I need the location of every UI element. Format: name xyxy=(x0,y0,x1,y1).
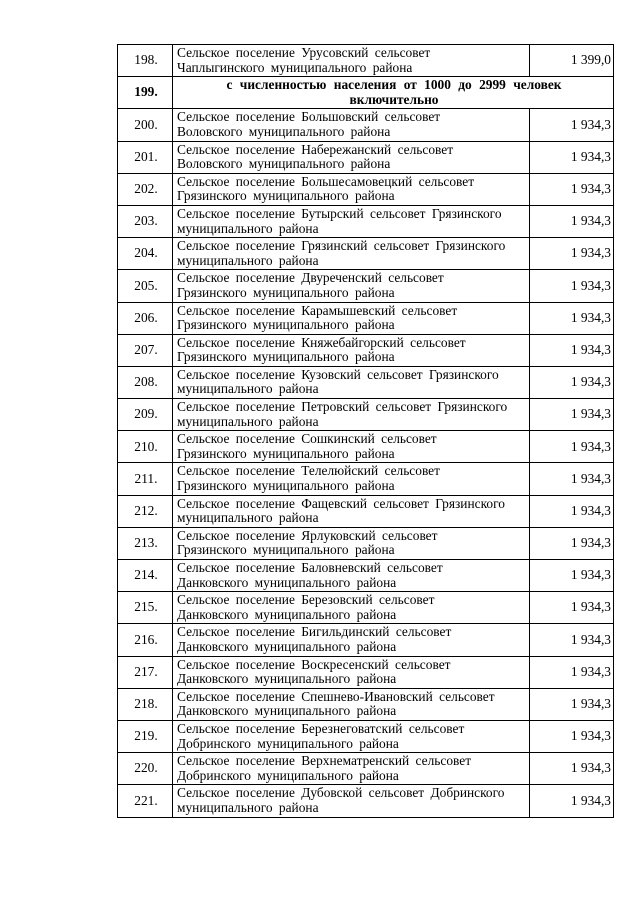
settlement-name xyxy=(173,720,530,752)
settlement-name-line-2: муниципального района xyxy=(177,510,319,526)
settlement-name-line-2: Воловского муниципального района xyxy=(177,123,391,139)
settlement-name-line-2: Грязинского муниципального района xyxy=(177,349,395,365)
settlement-name-line-1: Сельское поселение Березнеговатский сельсовет xyxy=(177,720,465,736)
settlement-name-line-2: муниципального района xyxy=(177,799,319,815)
row-value: 1 934,3 xyxy=(530,527,614,559)
settlement-name xyxy=(173,109,530,141)
table-row xyxy=(118,753,614,785)
table-row xyxy=(118,527,614,559)
settlement-name xyxy=(173,560,530,592)
settlement-name-line-1: Сельское поселение Спешнево-Ивановский сельсовет xyxy=(177,688,495,704)
row-value: 1 934,3 xyxy=(530,270,614,302)
settlement-name-line-2: Данковского муниципального района xyxy=(177,671,397,687)
settlement-name-line-1: Сельское поселение Телелюйский сельсовет xyxy=(177,463,440,479)
row-value: 1 399,0 xyxy=(530,45,614,77)
row-number: 213. xyxy=(118,527,173,559)
table-row xyxy=(118,205,614,237)
settlement-name-line-2: Грязинского муниципального района xyxy=(177,317,395,333)
row-value: 1 934,3 xyxy=(530,560,614,592)
table-row xyxy=(118,495,614,527)
row-number: 207. xyxy=(118,334,173,366)
table-row xyxy=(118,109,614,141)
row-value: 1 934,3 xyxy=(530,141,614,173)
row-number: 218. xyxy=(118,688,173,720)
settlement-name xyxy=(173,45,530,77)
settlement-name-line-1: Сельское поселение Набережанский сельсовет xyxy=(177,141,454,157)
settlement-name xyxy=(173,495,530,527)
settlement-name xyxy=(173,302,530,334)
row-value: 1 934,3 xyxy=(530,495,614,527)
settlement-name-line-2: Данковского муниципального района xyxy=(177,606,397,622)
row-number: 217. xyxy=(118,656,173,688)
row-number: 198. xyxy=(118,45,173,77)
settlement-name-line-1: Сельское поселение Воскресенский сельсовет xyxy=(177,656,451,672)
table-row xyxy=(118,720,614,752)
settlement-name-line-1: Сельское поселение Петровский сельсовет Грязинского xyxy=(177,399,508,415)
section-header-row xyxy=(118,77,614,109)
row-value: 1 934,3 xyxy=(530,302,614,334)
row-number: 215. xyxy=(118,592,173,624)
settlement-name xyxy=(173,334,530,366)
row-value: 1 934,3 xyxy=(530,205,614,237)
settlement-name-line-1: Сельское поселение Бигильдинский сельсовет xyxy=(177,624,452,640)
row-value: 1 934,3 xyxy=(530,656,614,688)
row-value: 1 934,3 xyxy=(530,334,614,366)
row-value: 1 934,3 xyxy=(530,720,614,752)
row-value: 1 934,3 xyxy=(530,399,614,431)
settlement-name-line-1: Сельское поселение Двуреченский сельсовет xyxy=(177,270,444,286)
row-number: 206. xyxy=(118,302,173,334)
settlement-name-line-2: Грязинского муниципального района xyxy=(177,284,395,300)
settlement-name-line-1: Сельское поселение Большесамовецкий сельсовет xyxy=(177,173,475,189)
settlement-name xyxy=(173,463,530,495)
settlement-name xyxy=(173,527,530,559)
row-value: 1 934,3 xyxy=(530,785,614,817)
settlement-name-line-1: Сельское поселение Бутырский сельсовет Грязинского xyxy=(177,205,502,221)
row-number: 219. xyxy=(118,720,173,752)
settlement-name xyxy=(173,656,530,688)
table-row xyxy=(118,399,614,431)
table-row xyxy=(118,45,614,77)
row-value: 1 934,3 xyxy=(530,366,614,398)
table-row xyxy=(118,624,614,656)
settlement-name-line-1: Сельское поселение Кузовский сельсовет Грязинского xyxy=(177,366,499,382)
row-number: 205. xyxy=(118,270,173,302)
settlement-name-line-2: Данковского муниципального района xyxy=(177,574,397,590)
row-number: 201. xyxy=(118,141,173,173)
row-number: 214. xyxy=(118,560,173,592)
section-title-line-1: с численностью населения от 1000 до 2999 человек xyxy=(226,77,562,93)
settlement-name-line-2: муниципального района xyxy=(177,220,319,236)
settlement-name-line-2: муниципального района xyxy=(177,381,319,397)
settlement-name-line-2: Добринского муниципального района xyxy=(177,767,399,783)
settlement-name-line-2: Добринского муниципального района xyxy=(177,735,399,751)
settlement-name-line-2: Воловского муниципального района xyxy=(177,156,391,172)
table-row xyxy=(118,141,614,173)
settlement-name xyxy=(173,366,530,398)
section-title-line-2: включительно xyxy=(349,91,439,107)
settlement-name xyxy=(173,270,530,302)
table-row xyxy=(118,238,614,270)
settlement-name xyxy=(173,753,530,785)
settlement-name-line-1: Сельское поселение Урусовский сельсовет xyxy=(177,45,431,60)
settlement-name xyxy=(173,399,530,431)
settlement-name-line-2: Грязинского муниципального района xyxy=(177,542,395,558)
row-value: 1 934,3 xyxy=(530,238,614,270)
table-row xyxy=(118,785,614,817)
row-number: 211. xyxy=(118,463,173,495)
settlement-name xyxy=(173,592,530,624)
settlement-name xyxy=(173,688,530,720)
row-value: 1 934,3 xyxy=(530,173,614,205)
table-row xyxy=(118,688,614,720)
row-value: 1 934,3 xyxy=(530,753,614,785)
row-number: 216. xyxy=(118,624,173,656)
settlement-name xyxy=(173,431,530,463)
table-row xyxy=(118,656,614,688)
section-title xyxy=(173,77,614,109)
settlement-name-line-2: Грязинского муниципального района xyxy=(177,188,395,204)
settlement-name-line-1: Сельское поселение Карамышевский сельсовет xyxy=(177,302,458,318)
table-row xyxy=(118,366,614,398)
table-row xyxy=(118,431,614,463)
settlement-name-line-1: Сельское поселение Грязинский сельсовет Грязинского xyxy=(177,238,506,254)
row-number: 221. xyxy=(118,785,173,817)
settlement-name-line-1: Сельское поселение Дубовской сельсовет Добринского xyxy=(177,785,505,801)
row-number: 202. xyxy=(118,173,173,205)
settlement-name xyxy=(173,205,530,237)
section-number: 199. xyxy=(118,77,173,109)
settlement-name-line-2: Данковского муниципального района xyxy=(177,703,397,719)
row-number: 212. xyxy=(118,495,173,527)
table-row xyxy=(118,463,614,495)
settlement-name xyxy=(173,141,530,173)
row-value: 1 934,3 xyxy=(530,431,614,463)
table-row xyxy=(118,334,614,366)
settlement-name-line-2: муниципального района xyxy=(177,252,319,268)
row-number: 204. xyxy=(118,238,173,270)
table-row xyxy=(118,592,614,624)
settlement-name-line-1: Сельское поселение Березовский сельсовет xyxy=(177,592,435,608)
row-value: 1 934,3 xyxy=(530,109,614,141)
settlement-name-line-1: Сельское поселение Баловневский сельсовет xyxy=(177,560,443,575)
row-value: 1 934,3 xyxy=(530,688,614,720)
row-value: 1 934,3 xyxy=(530,624,614,656)
settlement-name xyxy=(173,785,530,817)
row-number: 209. xyxy=(118,399,173,431)
settlement-name-line-1: Сельское поселение Княжебайгорский сельсовет xyxy=(177,334,466,350)
settlements-table xyxy=(117,44,614,818)
row-number: 210. xyxy=(118,431,173,463)
settlement-name-line-2: муниципального района xyxy=(177,413,319,429)
settlement-name-line-2: Данковского муниципального района xyxy=(177,638,397,654)
row-value: 1 934,3 xyxy=(530,463,614,495)
table-row xyxy=(118,302,614,334)
table-row xyxy=(118,173,614,205)
table-row xyxy=(118,560,614,592)
row-number: 200. xyxy=(118,109,173,141)
settlement-name-line-1: Сельское поселение Ярлуковский сельсовет xyxy=(177,527,438,543)
settlement-name xyxy=(173,624,530,656)
row-number: 208. xyxy=(118,366,173,398)
row-number: 220. xyxy=(118,753,173,785)
settlement-name-line-1: Сельское поселение Фащевский сельсовет Грязинского xyxy=(177,495,505,511)
row-value: 1 934,3 xyxy=(530,592,614,624)
settlement-name-line-2: Чаплыгинского муниципального района xyxy=(177,59,413,75)
table-row xyxy=(118,270,614,302)
settlement-name xyxy=(173,238,530,270)
settlement-name-line-2: Грязинского муниципального района xyxy=(177,445,395,461)
settlement-name xyxy=(173,173,530,205)
settlement-name-line-1: Сельское поселение Большовский сельсовет xyxy=(177,109,441,125)
settlement-name-line-2: Грязинского муниципального района xyxy=(177,478,395,494)
row-number: 203. xyxy=(118,205,173,237)
settlement-name-line-1: Сельское поселение Сошкинский сельсовет xyxy=(177,431,437,447)
settlement-name-line-1: Сельское поселение Верхнематренский сельсовет xyxy=(177,753,472,769)
table-body xyxy=(118,45,614,818)
